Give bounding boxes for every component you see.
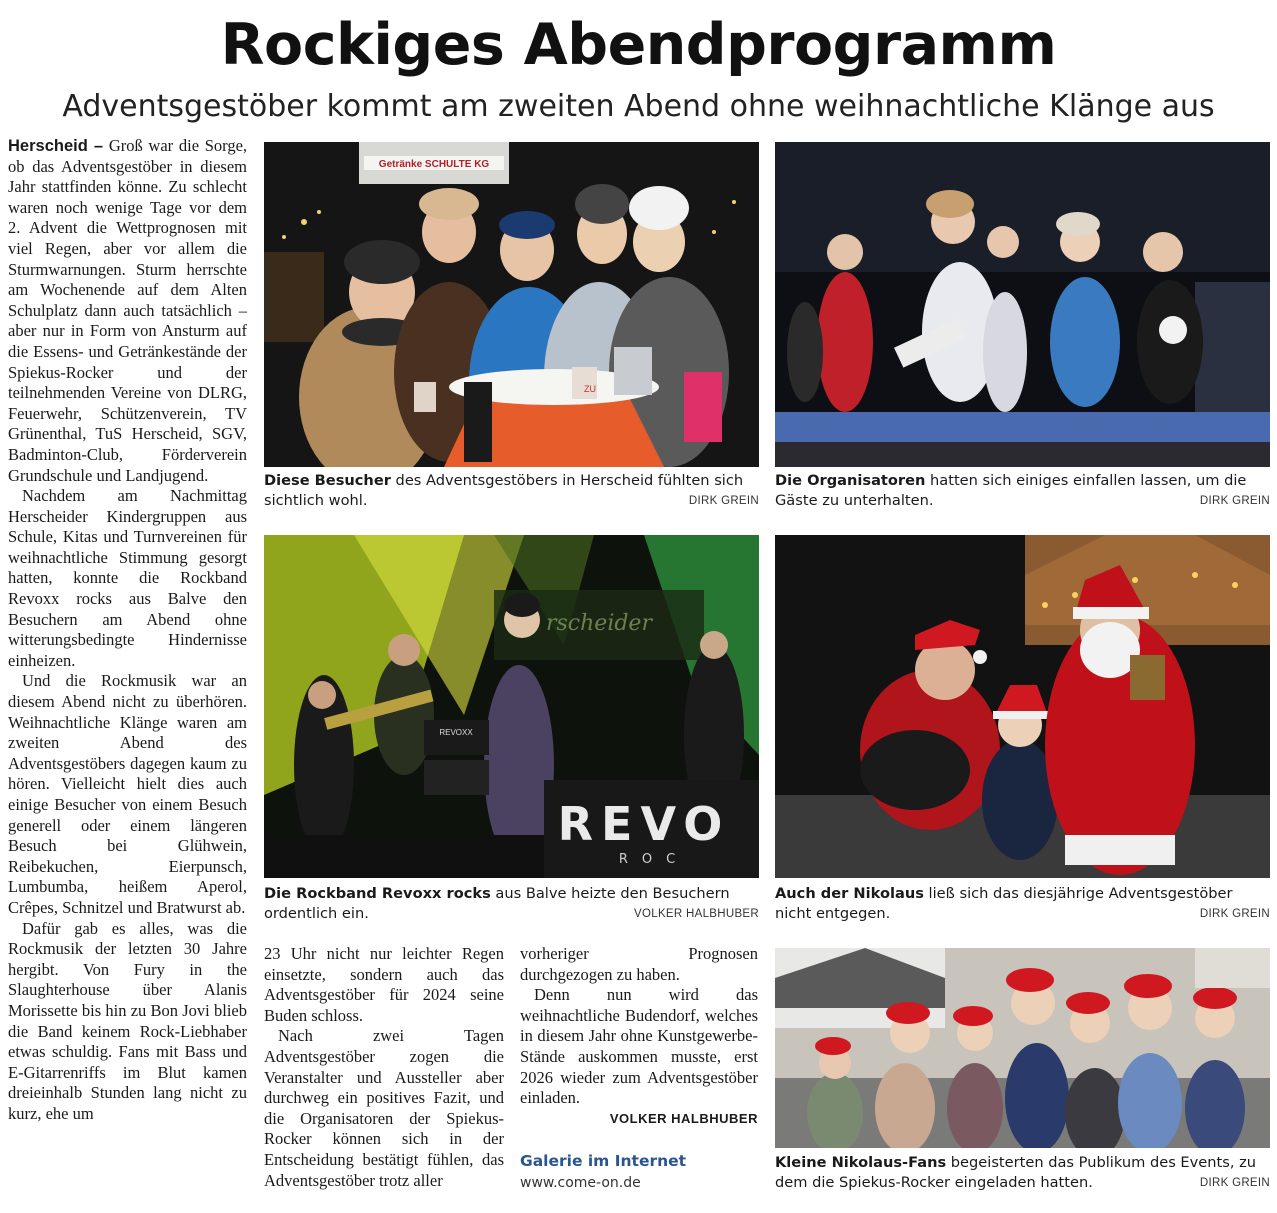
- photo-credit: DIRK GREIN: [1199, 907, 1270, 920]
- revoxx-banner-sub: ROC: [618, 852, 690, 867]
- dateline: Herscheid –: [8, 137, 104, 155]
- gallery-link[interactable]: www.come-on.de: [520, 1175, 641, 1191]
- photo-dancers-caption: Die Organisatoren hatten sich einiges einfallen lassen, um die Gäste zu unterhalten. DIRK GREIN: [775, 471, 1270, 511]
- article-column-1: [8, 136, 247, 1125]
- amp-label: REVOXX: [439, 728, 473, 737]
- photo-visitors: [264, 142, 759, 467]
- photo-nikolaus-caption: Auch der Nikolaus ließ sich das diesjährige Adventsgestöber nicht entgegen. DIRK GREIN: [775, 884, 1270, 924]
- photo-credit: VOLKER HALBHUBER: [634, 907, 759, 920]
- cup-text: ZU: [584, 384, 596, 394]
- photo-credit: DIRK GREIN: [1199, 494, 1270, 507]
- article-paragraph-4-continued: 23 Uhr nicht nur leichter Regen einsetzte, sondern auch das Adventsgestöber für 2024 seine Buden schloss.: [264, 944, 504, 1025]
- subheadline: Adventsgestöber kommt am zweiten Abend ohne weihnachtliche Klänge aus: [62, 89, 1215, 124]
- photo-credit: DIRK GREIN: [688, 494, 759, 507]
- article-paragraph-2: Nachdem am Nachmittag Herscheider Kindergruppen aus Schule, Kitas und Turnvereinen für weihnachtliche Stimmung gesorgt hatten, konnte die Rockband Revoxx rocks aus Balve den Besuchern am Abend ohne witterungsbedingte Hindernisse einheizen.: [8, 486, 247, 670]
- photo-visitors-caption: Diese Besucher des Adventsgestöbers in Herscheid fühlten sich sichtlich wohl. DIRK GREIN: [264, 471, 759, 511]
- article-paragraph-3: Und die Rockmusik war an diesem Abend nicht zu überhören. Weihnachtliche Klänge waren am zweiten Abend des Adventsgestöbers dagegen kaum zu hören. Vielleicht hielt dies auch einige Besucher von einem Besuch generell oder einem längeren Besuch bei Glühwein, Reibekuchen, Eierpunsch, Lumbumba, heißem Aperol, Crêpes, Schnitzel und Bratwurst ab.: [8, 671, 247, 917]
- beverage-sign-text: Getränke SCHULTE KG: [378, 159, 490, 170]
- gallery-box: [520, 1150, 758, 1194]
- article-column-3: [520, 944, 758, 1129]
- article-paragraph-4: Dafür gab es alles, was die Rockmusik der letzten 30 Jahre hergibt. Von Fury in the Slaughterhouse über Alanis Morissette bis hin zu Bon Jovi blieb die Band keinem Rock-Liebhaber etwas schuldig. Fans mit Bass und E-Gitarrenriffs im Blut kamen dreieinhalb Stunden lang nicht zu kurz, ehe um: [8, 918, 247, 1123]
- gallery-title: Galerie im Internet: [520, 1152, 687, 1170]
- article-paragraph-5: Nach zwei Tagen Adventsgestöber zogen die Veranstalter und Aussteller aber durchweg ein positives Fazit, und die Organisatoren der Spiekus-Rocker können sich in der Entscheidung bestätigt fühlen, das Adventsgestöber trotz aller: [264, 1026, 504, 1190]
- photo-rockband: [264, 535, 759, 878]
- photo-kids: [775, 948, 1270, 1148]
- photo-nikolaus: [775, 535, 1270, 878]
- revoxx-banner: REVO: [557, 797, 731, 851]
- article-paragraph-1: Herscheid – Groß war die Sorge, ob das Adventsgestöber in diesem Jahr stattfinden könne. Zu schlecht waren noch wenige Tage vor dem 2. Advent die Wettprognosen mit viel Regen, aber vor allem die Sturmwarnungen. Sturm herrschte am Wochenende auf dem Alten Schulplatz dann auch tatsächlich – aber nur in Form von Ansturm auf die Essens- und Getränkestände der Spiekus-Rocker und der teilnehmenden Vereine von DLRG, Feuerwehr, Schützenverein, TV Grünenthal, TuS Herscheid, SGV, Badminton-Club, Förderverein Grundschule und Landjugend.: [8, 136, 248, 485]
- article-paragraph-5-continued: vorheriger Prognosen durchgezogen zu haben.: [520, 944, 758, 984]
- headline: Rockiges Abendprogramm: [220, 12, 1057, 78]
- stage-backdrop-text: rscheider: [546, 611, 652, 636]
- author-byline: VOLKER HALBHUBER: [609, 1110, 758, 1126]
- photo-dancers: [775, 142, 1270, 467]
- photo-credit: DIRK GREIN: [1199, 1176, 1270, 1189]
- photo-rockband-caption: Die Rockband Revoxx rocks aus Balve heizte den Besuchern ordentlich ein. VOLKER HALBHUBER: [264, 884, 759, 924]
- article-column-2: [264, 944, 504, 1191]
- photo-kids-caption: Kleine Nikolaus-Fans begeisterten das Publikum des Events, zu dem die Spiekus-Rocker eingeladen hatten. DIRK GREIN: [775, 1153, 1270, 1193]
- article-paragraph-6: Denn nun wird das weihnachtliche Budendorf, welches in diesem Jahr ohne Kunstgewerbe-Stände auskommen musste, erst 2026 wieder zum Adventsgestöber einladen.: [520, 985, 758, 1108]
